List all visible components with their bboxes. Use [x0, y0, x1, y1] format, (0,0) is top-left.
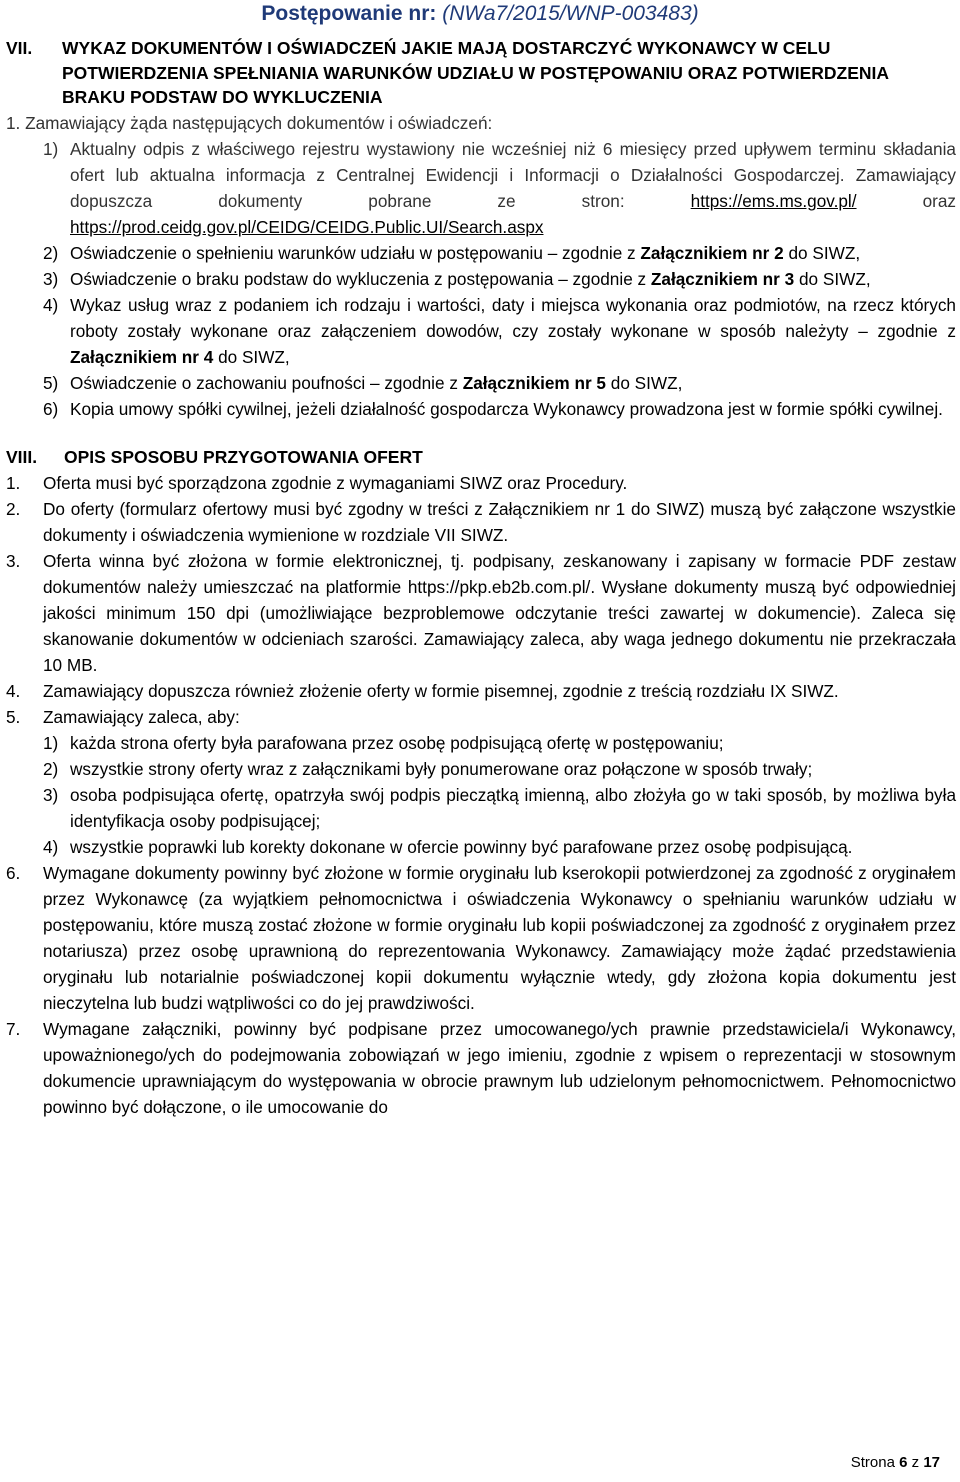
sub-list-item: [6, 730, 956, 756]
list-item: [6, 470, 956, 496]
list-item-number: 4): [43, 294, 59, 315]
page-total: 17: [923, 1454, 940, 1471]
sub-list-item-text: każda strona oferty była parafowana przez osobę podpisującą ofertę w postępowaniu;: [70, 732, 724, 753]
section-7-number: VII.: [6, 38, 33, 58]
sub-list-item-number: 2): [43, 758, 59, 779]
page-header: [0, 2, 960, 26]
section-8-number: VIII.: [6, 446, 38, 467]
list-item-text-end: do SIWZ,: [788, 242, 861, 263]
list-item-text: Oferta winna być złożona w formie elektronicznej, tj. podpisany, zeskanowany i zapisany w formacie PDF zestaw dokumentów należy umieszczać na platformie https://pkp.eb2b.com.pl/. Wysłane dokumenty muszą być odpowiedniej jakości minimum 150 dpi (umożliwiające bezproblemowe odczytanie treści zawartej w dokumencie). Zaleca się skanowanie dokumentów w odcieniach szarości. Zamawiający zaleca, aby waga jednego dokumentu nie przekraczała 10 MB.: [43, 550, 956, 675]
list-item-text: Oświadczenie o zachowaniu poufności – zgodnie z: [70, 372, 458, 393]
attachment-reference: Załącznikiem nr 2: [640, 242, 784, 263]
sub-list-item-number: 4): [43, 836, 59, 857]
page-label: Strona: [850, 1454, 895, 1471]
list-item-text: Aktualny odpis z właściwego rejestru wystawiony nie wcześniej niż 6 miesięcy przed upływem terminu składania ofert lub aktualna informacja z Centralnej Ewidencji i Informacji o Działalności Gospodarczej. Zamawiający dopuszcza dokumenty pobrane ze stron:: [70, 138, 956, 211]
list-item-number: 4.: [6, 680, 21, 701]
attachment-reference: Załącznikiem nr 5: [462, 372, 606, 393]
list-item: [6, 292, 956, 370]
list-item-text: Oświadczenie o braku podstaw do wykluczenia z postępowania – zgodnie z: [70, 268, 647, 289]
section-7-intro: 1. Zamawiający żąda następujących dokumentów i oświadczeń:: [6, 112, 493, 133]
page-number: 6: [899, 1454, 908, 1471]
list-item: [6, 1016, 956, 1120]
list-item: [6, 704, 956, 730]
header-label: Postępowanie nr:: [261, 2, 437, 25]
attachment-reference: Załącznikiem nr 4: [70, 346, 214, 367]
list-item-text: Zamawiający zaleca, aby:: [43, 706, 240, 727]
list-item-number: 3): [43, 268, 59, 289]
list-item-number: 1.: [6, 472, 21, 493]
list-item-number: 6): [43, 398, 59, 419]
list-item-text: Oświadczenie o spełnieniu warunków udziału w postępowaniu – zgodnie z: [70, 242, 636, 263]
sub-list-item: [6, 782, 956, 834]
list-item-text: Kopia umowy spółki cywilnej, jeżeli działalność gospodarcza Wykonawcy prowadzona jest w formie spółki cywilnej.: [70, 398, 943, 419]
list-item: [6, 136, 956, 240]
section-8-heading: [6, 444, 956, 470]
list-item: [6, 240, 956, 266]
list-item-text: Wymagane dokumenty powinny być złożone w formie oryginału lub kserokopii potwierdzonej za zgodność z oryginałem przez Wykonawcę (za wyjątkiem pełnomocnictwa i oświadczenia Wykonawcy o spełnianiu warunków udziału w postępowaniu, które muszą zostać złożone w formie oryginału lub kopii poświadczonej za zgodność z oryginałem przez notariusza) przez osobę uprawnioną do reprezentowania Wykonawcy. Zamawiający może żądać przedstawienia oryginału lub notarialnie poświadczonej kopii dokumentu wyłącznie wtedy, gdy złożona kopia dokumentu jest nieczytelna lub budzi wątpliwości co do jej prawdziwości.: [43, 862, 956, 1013]
sub-list-item-text: osoba podpisująca ofertę, opatrzyła swój podpis pieczątką imienną, albo złożyła go w taki sposób, by możliwa była identyfikacja osoby podpisującej;: [70, 784, 956, 831]
attachment-reference: Załącznikiem nr 3: [650, 268, 795, 289]
list-item-number: 5.: [6, 706, 21, 727]
list-item: [6, 860, 956, 1016]
list-item-text: Wymagane załączniki, powinny być podpisane przez umocowanego/ych prawnie przedstawiciela/i Wykonawcy, upoważnionego/ych do podejmowania zobowiązań w jego imieniu, zgodnie z wpisem o reprezentacji w stosownym dokumencie uprawniającym do występowania w obrocie prawnym lub udzielonym pełnomocnictwem. Pełnomocnictwo powinno być dołączone, o ile umocowanie do: [43, 1018, 956, 1117]
list-item: [6, 678, 956, 704]
section-7-heading: [6, 36, 956, 110]
list-item-number: 2.: [6, 498, 21, 519]
sub-list-item: [6, 756, 956, 782]
list-item-text-end: do SIWZ,: [218, 346, 290, 367]
sub-list-item-number: 1): [43, 732, 59, 753]
link-conjunction: oraz: [922, 190, 957, 211]
list-item-text-end: do SIWZ,: [798, 268, 871, 289]
list-item-number: 2): [43, 242, 59, 263]
document-body: [6, 36, 956, 1120]
proceeding-number: (NWa7/2015/WNP-003483): [442, 2, 699, 25]
list-item-number: 5): [43, 372, 59, 393]
list-item-text: Zamawiający dopuszcza również złożenie oferty w formie pisemnej, zgodnie z treścią rozdziału IX SIWZ.: [43, 680, 839, 701]
list-item: [6, 396, 956, 422]
page-footer: [851, 1454, 940, 1471]
list-item-text: Do oferty (formularz ofertowy musi być zgodny w treści z Załącznikiem nr 1 do SIWZ) muszą być załączone wszystkie dokumenty i oświadczenia wymienione w rozdziale VII SIWZ.: [43, 498, 956, 545]
page-of: z: [911, 1454, 920, 1471]
list-item: [6, 370, 956, 396]
list-item-number: 7.: [6, 1018, 21, 1039]
list-item-text-end: do SIWZ,: [610, 372, 683, 393]
list-item-text: Oferta musi być sporządzona zgodnie z wymaganiami SIWZ oraz Procedury.: [43, 472, 628, 493]
list-item: [6, 548, 956, 678]
link-ems[interactable]: https://ems.ms.gov.pl/: [690, 190, 857, 211]
list-item: [6, 496, 956, 548]
link-ceidg[interactable]: https://prod.ceidg.gov.pl/CEIDG/CEIDG.Public.UI/Search.aspx: [70, 216, 544, 237]
sub-list-item-text: wszystkie strony oferty wraz z załącznikami były ponumerowane oraz połączone w sposób trwały;: [70, 758, 813, 779]
list-item-number: 3.: [6, 550, 21, 571]
sub-list-item-number: 3): [43, 784, 59, 805]
list-item-number: 6.: [6, 862, 21, 883]
list-item: [6, 266, 956, 292]
section-8-title: OPIS SPOSOBU PRZYGOTOWANIA OFERT: [64, 446, 423, 467]
sub-list-item-text: wszystkie poprawki lub korekty dokonane w ofercie powinny być parafowane przez osobę podpisującą.: [70, 836, 853, 857]
sub-list-item: [6, 834, 956, 860]
list-item-number: 1): [43, 138, 59, 159]
list-item-text: Wykaz usług wraz z podaniem ich rodzaju i wartości, daty i miejsca wykonania oraz podmiotów, na rzecz których roboty zostały wykonane oraz załączeniem dowodów, czy zostały wykonane w sposób należyty – zgodnie z: [70, 294, 956, 341]
section-7-title: WYKAZ DOKUMENTÓW I OŚWIADCZEŃ JAKIE MAJĄ DOSTARCZYĆ WYKONAWCY W CELU POTWIERDZENIA SPEŁNIANIA WARUNKÓW UDZIAŁU W POSTĘPOWANIU ORAZ POTWIERDZENIA BRAKU PODSTAW DO WYKLUCZENIA: [62, 38, 889, 107]
